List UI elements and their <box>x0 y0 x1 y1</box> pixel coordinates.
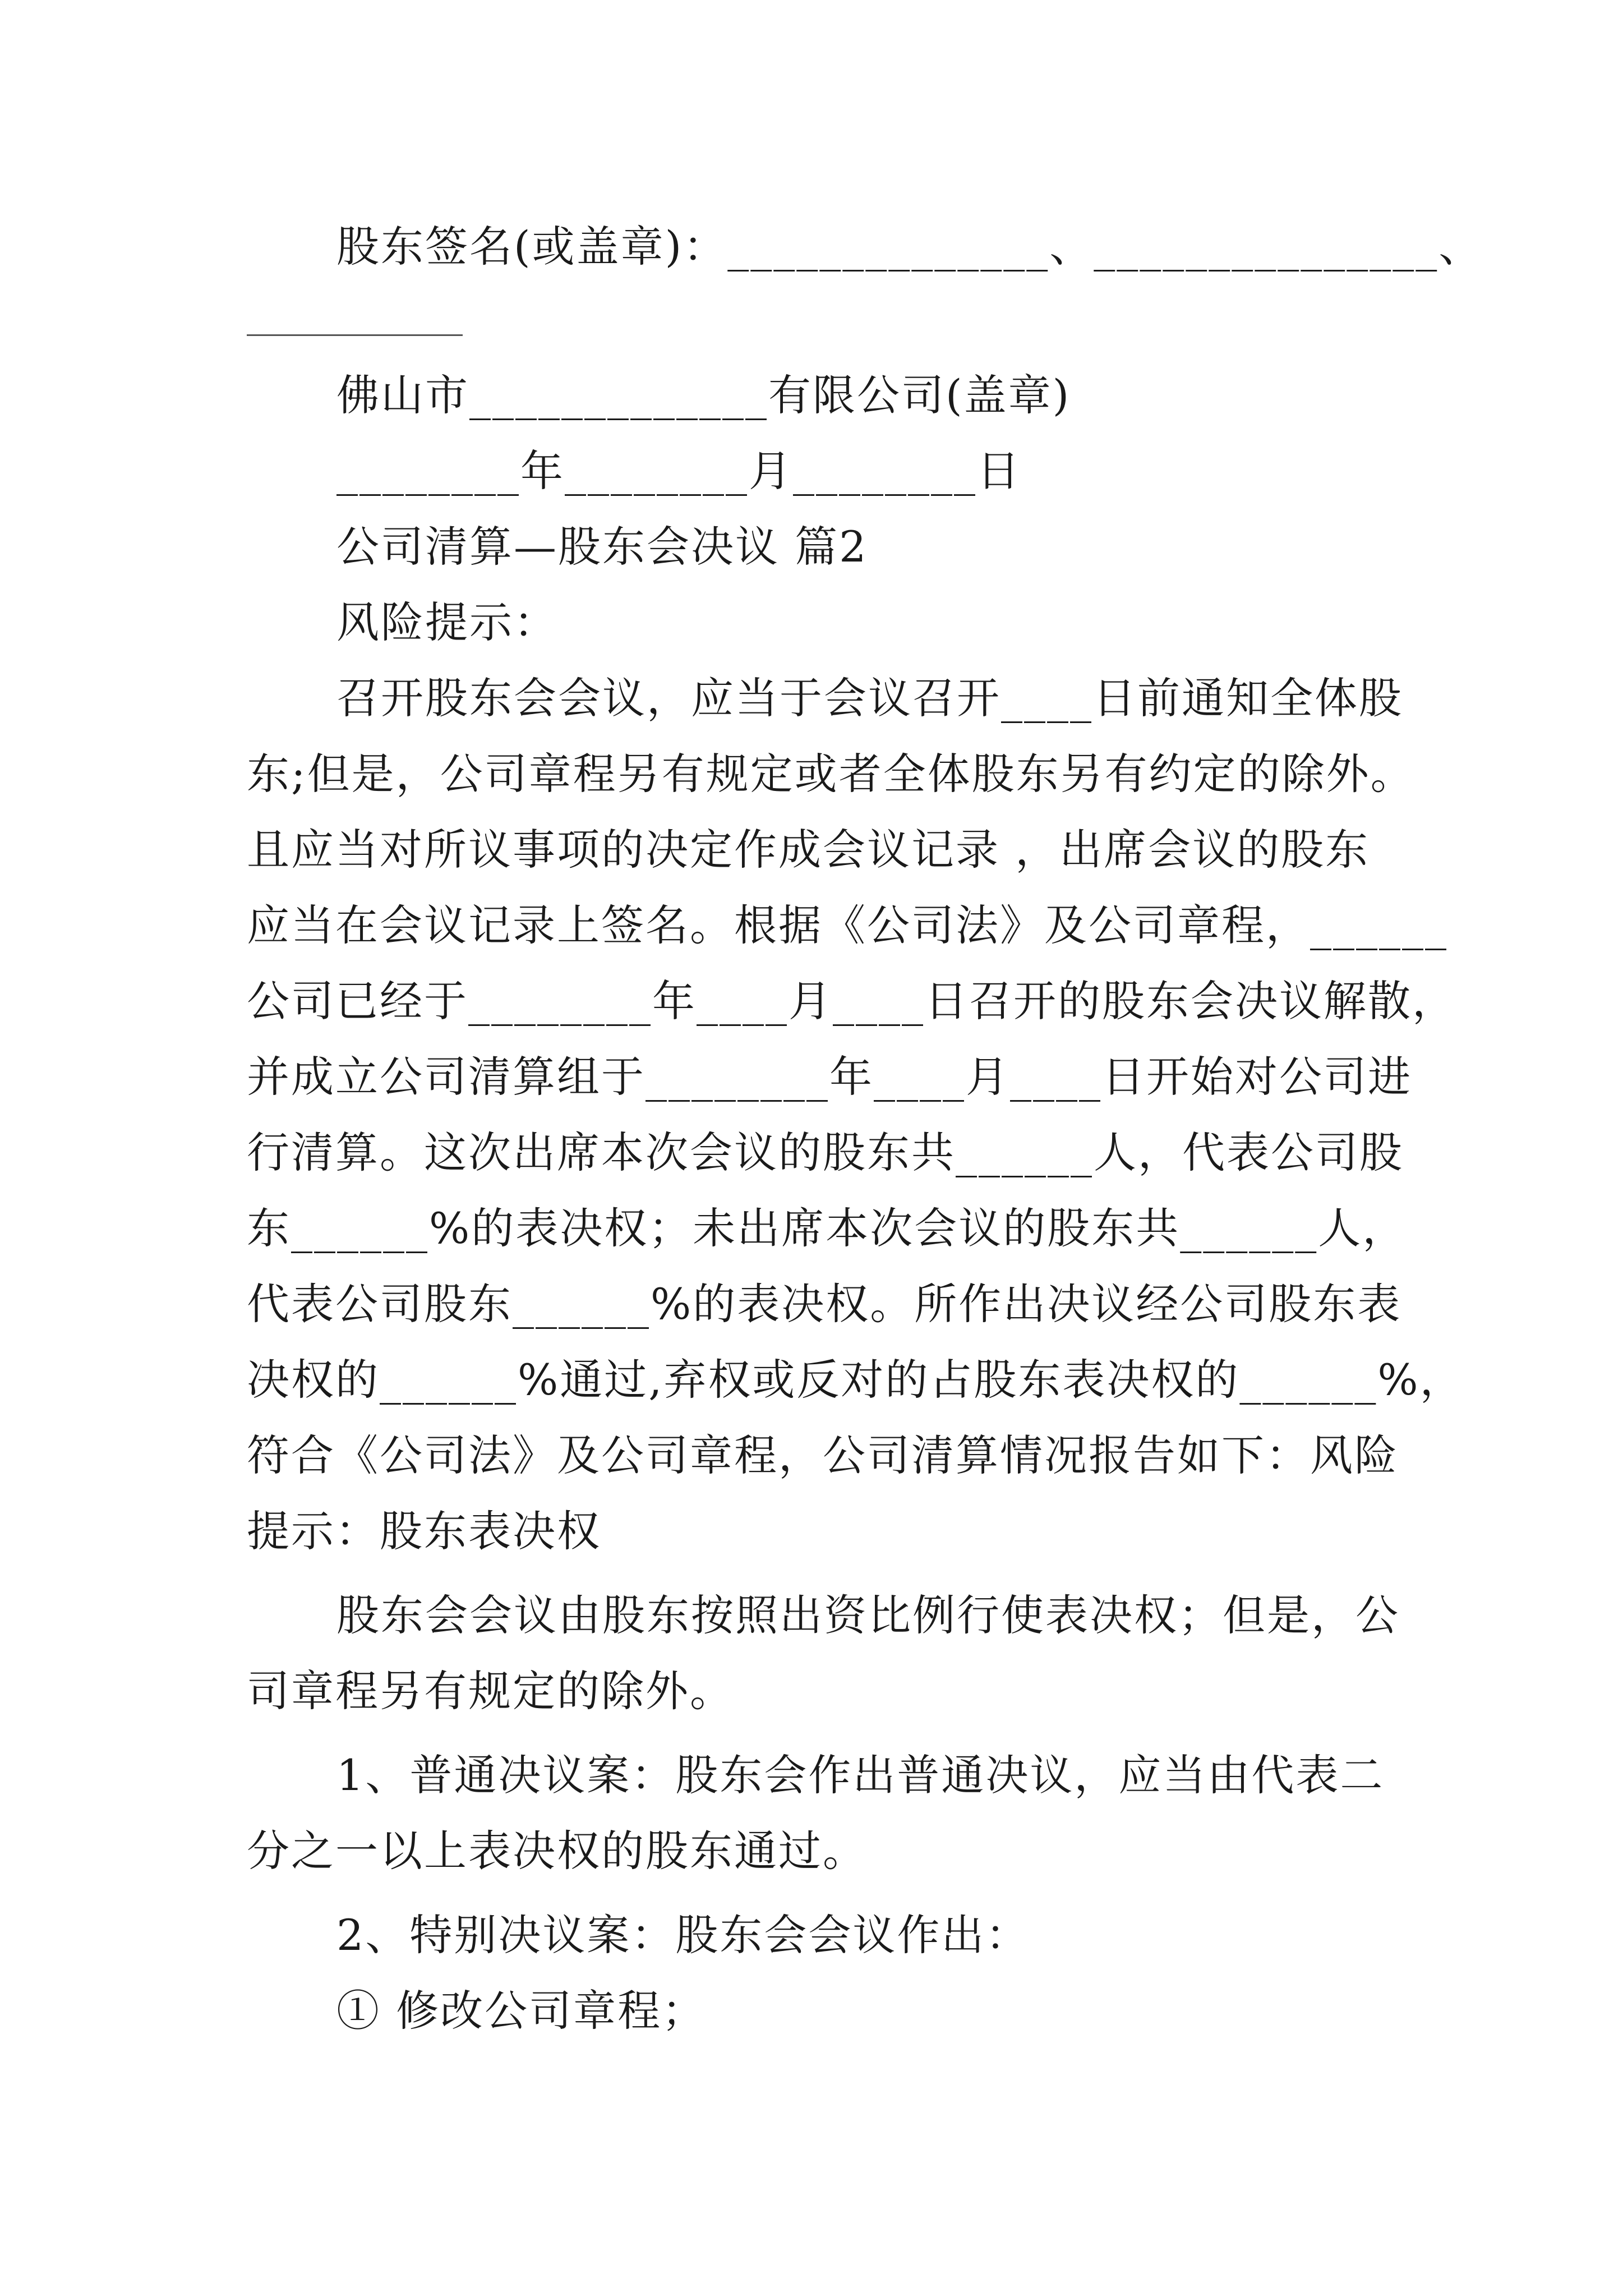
paragraph-line: 司章程另有规定的除外。 <box>247 1666 734 1716</box>
company-seal-line: 佛山市_____________有限公司(盖章) <box>336 370 1071 420</box>
paragraph-line: 东______%的表决权；未出席本次会议的股东共______人， <box>247 1203 1407 1253</box>
paragraph-line: 公司已经于________年____月____日召开的股东会决议解散， <box>247 976 1456 1026</box>
paragraph-line: 股东会会议由股东按照出资比例行使表决权；但是，公 <box>336 1590 1400 1640</box>
risk-heading: 风险提示： <box>336 597 558 647</box>
ordinary-resolution-item: 1、普通决议案：股东会作出普通决议，应当由代表二 <box>336 1750 1385 1800</box>
special-resolution-item: 2、特别决议案：股东会会议作出： <box>336 1910 1030 1960</box>
paragraph-line: 提示：股东表决权 <box>247 1506 601 1556</box>
paragraph-line: 且应当对所议事项的决定作成会议记录 ，出席会议的股东 <box>247 825 1370 875</box>
paragraph-line: 符合《公司法》及公司章程，公司清算情况报告如下：风险 <box>247 1430 1399 1480</box>
paragraph-line: 代表公司股东______%的表决权。所作出决议经公司股东表 <box>247 1279 1402 1329</box>
list-item: ① 修改公司章程； <box>336 1986 707 2036</box>
paragraph-line: 应当在会议记录上签名。根据《公司法》及公司章程，______ <box>247 900 1448 950</box>
paragraph-line: 行清算。这次出席本次会议的股东共______人，代表公司股 <box>247 1128 1404 1177</box>
paragraph-line: 召开股东会会议，应当于会议召开____日前通知全体股 <box>336 673 1403 723</box>
section-title: 公司清算—股东会决议 篇2 <box>336 522 868 572</box>
signature-blank-continuation <box>247 334 463 336</box>
paragraph-line: 分之一以上表决权的股东通过。 <box>247 1826 867 1876</box>
paragraph-line: 并成立公司清算组于________年____月____日开始对公司进 <box>247 1052 1412 1102</box>
paragraph-line: 东;但是，公司章程另有规定或者全体股东另有约定的除外。 <box>247 749 1415 799</box>
shareholder-signature-line: 股东签名(或盖章)：______________、_______________、 <box>336 222 1483 272</box>
date-line: ________年________月________日 <box>336 446 1021 496</box>
paragraph-line: 决权的______%通过,弃权或反对的占股东表决权的______%， <box>247 1355 1464 1405</box>
